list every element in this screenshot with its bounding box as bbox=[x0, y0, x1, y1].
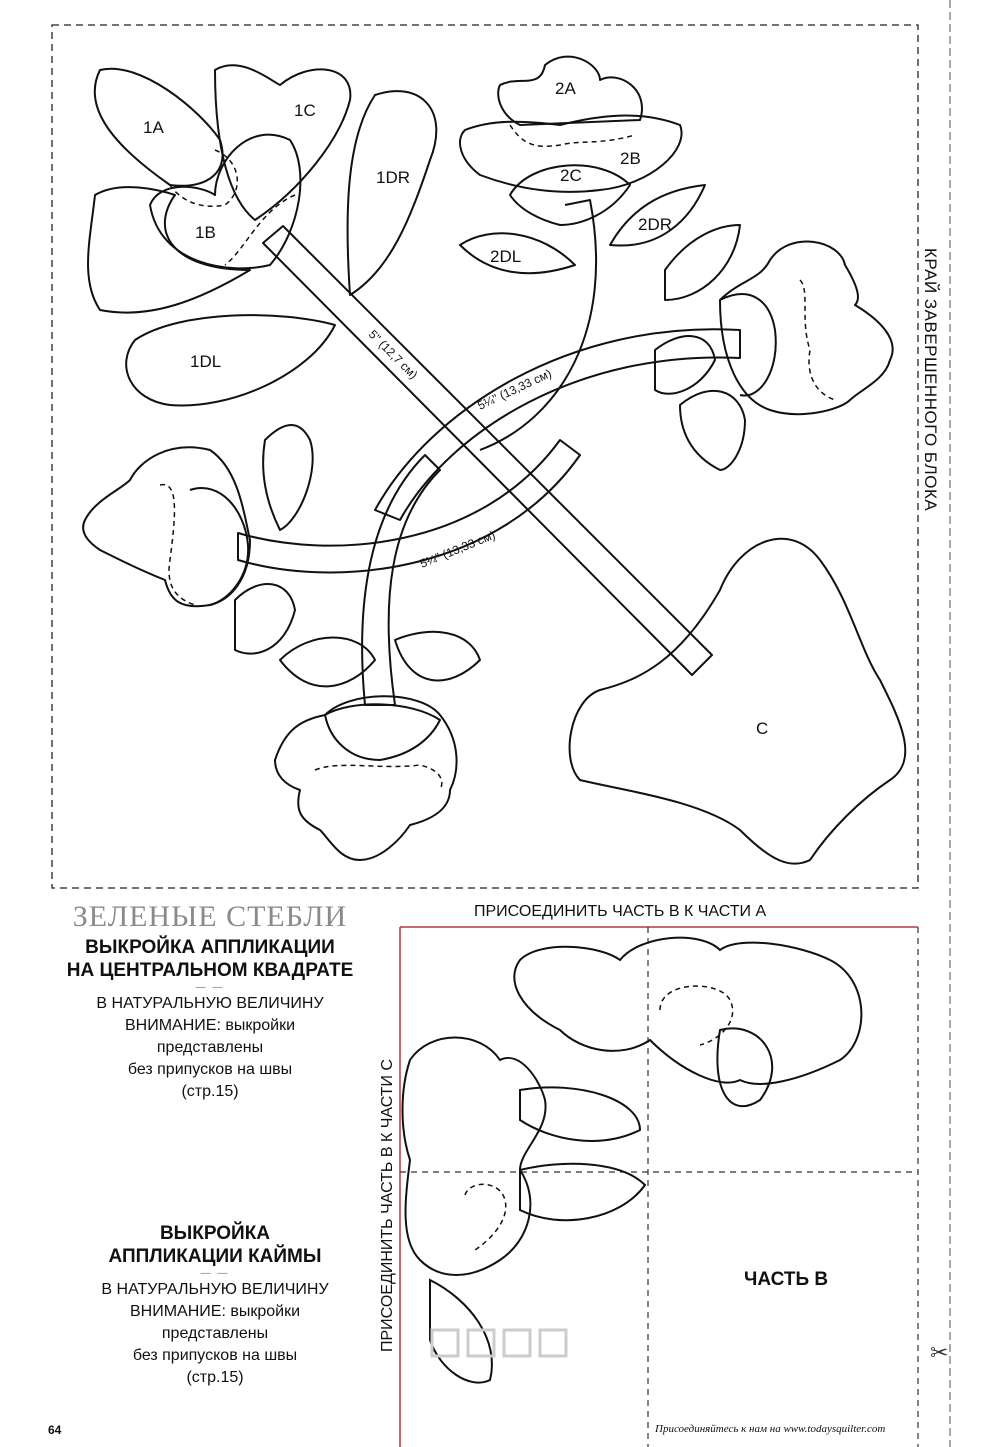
center-note-5: (стр.15) bbox=[181, 1083, 239, 1100]
block-edge-label: КРАЙ ЗАВЕРШЕННОГО БЛОКА bbox=[921, 248, 940, 512]
leaf-5b bbox=[280, 638, 375, 687]
border-note-1: В НАТУРАЛЬНУЮ ВЕЛИЧИНУ bbox=[101, 1281, 329, 1298]
label-C: C bbox=[756, 719, 769, 738]
center-heading-2: НА ЦЕНТРАЛЬНОМ КВАДРАТЕ bbox=[66, 960, 354, 981]
join-left-label: ПРИСОЕДИНИТЬ ЧАСТЬ В К ЧАСТИ С bbox=[379, 1059, 396, 1352]
border-leaf-a bbox=[717, 1028, 772, 1106]
piece-1DR bbox=[348, 91, 437, 295]
footer-site-text: Присоединяйтесь к нам на www.todaysquilter.com bbox=[655, 1423, 886, 1435]
flower-5-inner bbox=[325, 704, 440, 760]
scissors-icon: ✂ bbox=[930, 1341, 949, 1366]
label-2DR: 2DR bbox=[638, 215, 673, 234]
measure-diagonal: 5" (12,7 см) bbox=[365, 327, 421, 382]
border-note-4: без припусков на швы bbox=[132, 1347, 298, 1364]
border-heart-top bbox=[514, 938, 861, 1084]
dashed-5 bbox=[315, 765, 442, 790]
page-number: 64 bbox=[48, 1423, 62, 1437]
dash-marker-1: — — bbox=[195, 982, 225, 993]
center-note-2: ВНИМАНИЕ: выкройки bbox=[124, 1017, 295, 1034]
border-pattern-info bbox=[45, 1222, 385, 1389]
border-note-3: представлены bbox=[161, 1325, 269, 1342]
label-1DL: 1DL bbox=[190, 352, 222, 371]
border-flower-dash bbox=[465, 1184, 506, 1250]
flower-3-inner bbox=[720, 294, 776, 395]
section-title: ЗЕЛЕНЫЕ СТЕБЛИ bbox=[72, 900, 348, 933]
leaf-3a bbox=[665, 225, 740, 300]
piece-1B bbox=[150, 135, 300, 269]
dashed-2A bbox=[510, 125, 635, 146]
dash-marker-2: — — bbox=[200, 1268, 230, 1279]
part-b-label: ЧАСТЬ В bbox=[744, 1269, 829, 1290]
join-top-label: ПРИСОЕДИНИТЬ ЧАСТЬ В К ЧАСТИ А bbox=[474, 903, 767, 920]
center-heading-1: ВЫКРОЙКА АППЛИКАЦИИ bbox=[85, 937, 335, 958]
label-2DL: 2DL bbox=[490, 247, 522, 266]
leaf-3b bbox=[655, 336, 715, 394]
leaf-3c bbox=[680, 391, 745, 470]
border-note-2: ВНИМАНИЕ: выкройки bbox=[129, 1303, 300, 1320]
label-2A: 2A bbox=[555, 79, 576, 98]
measure-arc-1: 5¼" (13,33 см) bbox=[475, 366, 554, 413]
dashed-1B-inner bbox=[225, 195, 295, 265]
measure-arc-2: 5¼" (13,33 см) bbox=[417, 527, 498, 571]
border-heading-1: ВЫКРОЙКА bbox=[159, 1223, 271, 1244]
border-heart-dash bbox=[660, 986, 733, 1045]
leaf-5a bbox=[395, 632, 480, 681]
border-leaf-b bbox=[520, 1164, 645, 1220]
piece-1DL bbox=[126, 315, 335, 405]
leaf-4b bbox=[235, 584, 295, 654]
block-dashed-frame bbox=[52, 25, 918, 888]
border-note-5: (стр.15) bbox=[186, 1369, 244, 1386]
border-flower-lower bbox=[403, 1038, 546, 1276]
label-1C: 1C bbox=[294, 101, 316, 120]
dashed-3 bbox=[800, 280, 835, 400]
border-heading-2: АППЛИКАЦИИ КАЙМЫ bbox=[108, 1246, 322, 1267]
stem-diagonal bbox=[263, 226, 712, 675]
label-1DR: 1DR bbox=[376, 168, 411, 187]
section-title-wrap bbox=[40, 900, 380, 934]
label-2C: 2C bbox=[560, 166, 582, 185]
piece-1B-lower bbox=[88, 187, 250, 313]
flower-4-petals bbox=[83, 447, 250, 606]
label-1B: 1B bbox=[195, 223, 216, 242]
label-1A: 1A bbox=[143, 118, 164, 137]
leaf-4a bbox=[263, 425, 313, 530]
dashed-4 bbox=[160, 485, 195, 605]
stem-vertical bbox=[362, 455, 440, 705]
flower-4-inner bbox=[190, 488, 248, 605]
piece-1C bbox=[215, 65, 350, 220]
watermark-squares bbox=[432, 1330, 566, 1356]
center-note-1: В НАТУРАЛЬНУЮ ВЕЛИЧИНУ bbox=[96, 995, 324, 1012]
label-2B: 2B bbox=[620, 149, 641, 168]
center-note-3: представлены bbox=[156, 1039, 264, 1056]
flower-5-petals bbox=[275, 696, 457, 860]
stem-curve-2 bbox=[480, 200, 596, 450]
stem-arc-upper bbox=[375, 329, 740, 520]
piece-C bbox=[570, 539, 906, 864]
center-pattern-info bbox=[40, 936, 380, 1103]
center-note-4: без припусков на швы bbox=[127, 1061, 293, 1078]
